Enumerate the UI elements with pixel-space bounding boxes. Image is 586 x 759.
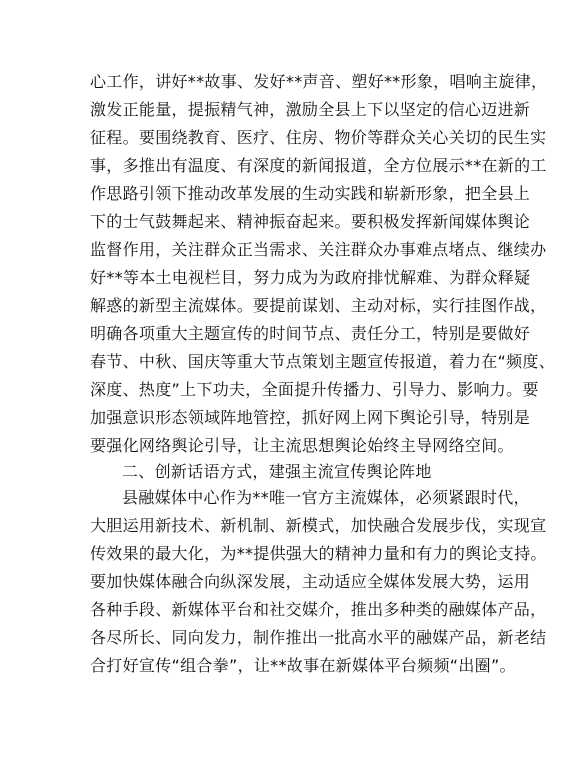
body-text-line: 合打好宣传“组合拳”，让**故事在新媒体平台频频“出圈”。 <box>90 656 516 675</box>
body-text-line: 心工作，讲好**故事、发好**声音、塑好**形象，唱响主旋律， <box>90 72 548 91</box>
body-text-line: 大胆运用新技术、新机制、新模式，加快融合发展步伐，实现宣 <box>90 516 547 535</box>
body-text-line: 春节、中秋、国庆等重大节点策划主题宣传报道，着力在“频度、 <box>90 352 555 371</box>
body-text-line: 明确各项重大主题宣传的时间节点、责任分工，特别是要做好 <box>90 324 531 343</box>
body-text-line: 解惑的新型主流媒体。要提前谋划、主动对标，实行挂图作战， <box>90 296 547 315</box>
body-text-line: 各尽所长、同向发力，制作推出一批高水平的融媒产品，新老结 <box>90 628 547 647</box>
body-text-line: 激发正能量，提振精气神，激励全县上下以坚定的信心迈进新 <box>90 100 531 119</box>
body-text-line: 好**等本土电视栏目，努力成为为政府排忧解难、为群众释疑 <box>90 268 531 287</box>
body-text-line: 作思路引领下推动改革发展的生动实践和崭新形象，把全县上 <box>90 184 531 203</box>
body-text-line: 监督作用，关注群众正当需求、关注群众办事难点堵点、继续办 <box>90 240 547 259</box>
body-text-line: 加强意识形态领域阵地管控，抓好网上网下舆论引导，特别是 <box>90 408 531 427</box>
body-text-line: 各种手段、新媒体平台和社交媒介，推出多种类的融媒体产品， <box>90 600 547 619</box>
body-text-line: 要加快媒体融合向纵深发展，主动适应全媒体发展大势，运用 <box>90 572 531 591</box>
section-heading: 二、创新话语方式，建强主流宣传舆论阵地 <box>122 462 432 481</box>
body-text-line: 传效果的最大化，为**提供强大的精神力量和有力的舆论支持。 <box>90 544 547 563</box>
body-text-line: 事，多推出有温度、有深度的新闻报道，全方位展示**在新的工 <box>90 156 547 175</box>
body-text-line: 下的士气鼓舞起来、精神振奋起来。要积极发挥新闻媒体舆论 <box>90 212 531 231</box>
body-text-line: 征程。要围绕教育、医疗、住房、物价等群众关心关切的民生实 <box>90 128 547 147</box>
body-text-line: 深度、热度”上下功夫，全面提升传播力、引导力、影响力。要 <box>90 380 539 399</box>
body-text-line: 要强化网络舆论引导，让主流思想舆论始终主导网络空间。 <box>90 436 514 455</box>
body-text-line: 县融媒体中心作为**唯一官方主流媒体，必须紧跟时代， <box>122 488 530 507</box>
